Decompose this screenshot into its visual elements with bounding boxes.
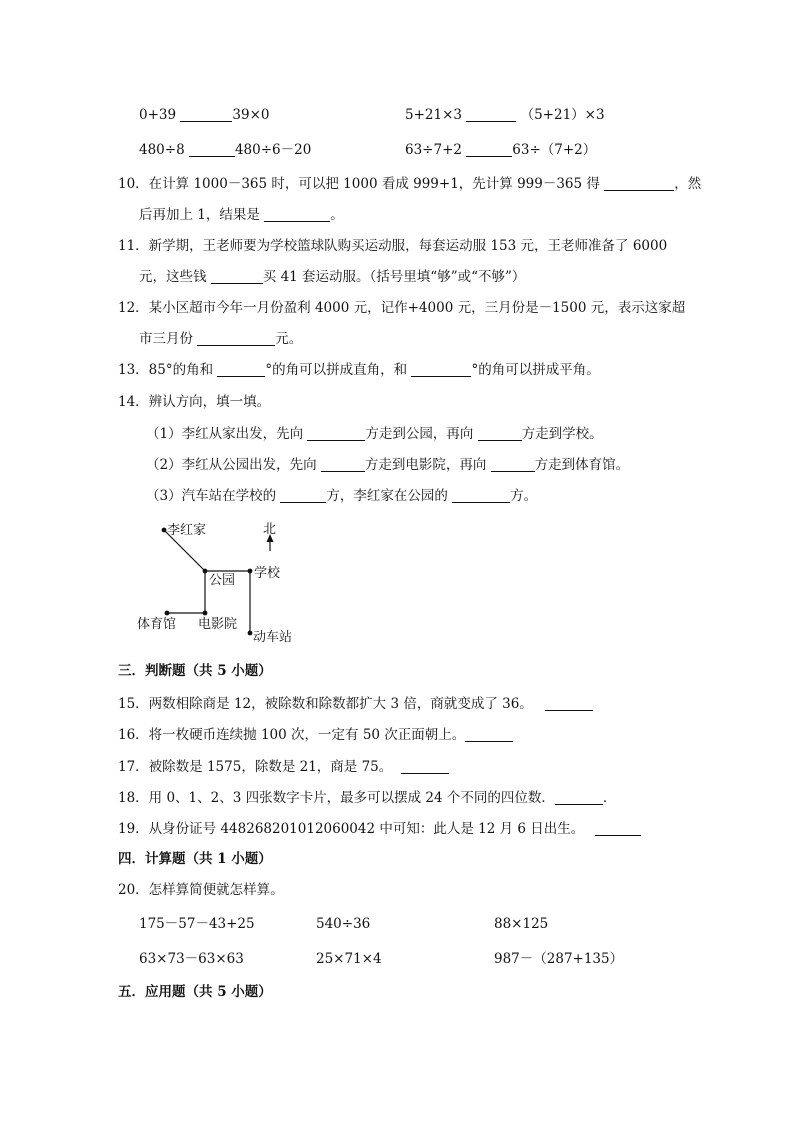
answer-blank[interactable] — [264, 207, 330, 222]
question-text: 方。 — [510, 488, 538, 504]
question-text: ，然 — [674, 176, 702, 192]
park-node — [203, 569, 208, 574]
question-13 — [118, 361, 600, 379]
question-19 — [118, 820, 641, 838]
calc-item: 25×71×4 — [316, 951, 382, 967]
label-park: 公园 — [209, 573, 236, 588]
label-station: 动车站 — [253, 630, 293, 645]
answer-blank[interactable] — [466, 142, 512, 157]
label-school: 学校 — [254, 566, 281, 581]
question-15 — [118, 695, 593, 713]
answer-blank[interactable] — [555, 790, 603, 805]
label-home: 李红家 — [167, 523, 207, 538]
question-text: 19．从身份证号 448268201012060042 中可知：此人是 12 月 6 日出生。 — [118, 821, 585, 837]
answer-blank[interactable] — [189, 142, 235, 157]
question-14-part-3 — [146, 487, 537, 505]
compare-right-expr: 480÷6－20 — [234, 142, 312, 158]
compare-right-expr: 39×0 — [232, 107, 270, 123]
compare-left-expr: 480÷8 — [139, 142, 185, 158]
compare-left-expr: 5+21×3 — [405, 107, 462, 123]
question-text: 15．两数相除商是 12，被除数和除数都扩大 3 倍，商就变成了 36。 — [118, 696, 533, 712]
answer-blank[interactable] — [604, 176, 674, 191]
question-text: 买 41 套运动服。（括号里填“够”或“不够”） — [262, 269, 526, 285]
section-5-heading: 五．应用题（共 5 小题） — [118, 984, 272, 1000]
question-14-part-1 — [146, 425, 603, 443]
section-4-heading: 四．计算题（共 1 小题） — [118, 851, 272, 867]
question-text: 17．被除数是 1575，除数是 21，商是 75。 — [118, 759, 393, 775]
compare-row-2 — [139, 141, 311, 159]
question-text: 。 — [330, 207, 344, 223]
question-text: 方走到电影院，再向 — [364, 457, 487, 473]
answer-blank[interactable] — [280, 488, 326, 503]
question-14-stem: 14．辨认方向，填一填。 — [118, 394, 271, 410]
label-gym: 体育馆 — [137, 617, 177, 632]
question-14-part-2 — [146, 456, 629, 474]
compare-row-1b — [405, 106, 605, 124]
question-11-line-1: 11．新学期，王老师要为学校篮球队购买运动服，每套运动服 153 元，王老师准备了 6000 — [118, 238, 668, 254]
compare-left-expr: 0+39 — [139, 107, 177, 123]
question-20-stem: 20．怎样算简便就怎样算。 — [118, 882, 284, 898]
calc-item: 88×125 — [494, 916, 549, 932]
calc-item: 175－57－43+25 — [139, 916, 255, 932]
compare-row-1 — [139, 106, 269, 124]
compare-row-2b — [405, 141, 596, 159]
section-3-heading: 三．判断题（共 5 小题） — [118, 663, 272, 679]
question-12-line-1: 12．某小区超市今年一月份盈利 4000 元，记作+4000 元，三月份是－1500 元，表示这家超 — [118, 300, 686, 316]
question-text: 方走到体育馆。 — [534, 457, 630, 473]
question-10-line-2 — [139, 206, 344, 224]
question-text: （2）李红从公园出发，先向 — [146, 457, 317, 473]
question-17 — [118, 758, 449, 776]
question-text: 18．用 0、1、2、3 四张数字卡片，最多可以摆成 24 个不同的四位数． — [118, 790, 555, 806]
calc-item: 987－（287+135） — [494, 951, 624, 967]
question-text: 后再加上 1，结果是 — [139, 207, 260, 223]
answer-blank[interactable] — [307, 426, 365, 441]
answer-blank[interactable] — [321, 457, 365, 472]
answer-blank[interactable] — [411, 362, 471, 377]
answer-blank[interactable] — [180, 107, 232, 122]
label-cinema: 电影院 — [198, 617, 238, 632]
question-text: 16．将一枚硬币连续抛 100 次，一定有 50 次正面朝上。 — [118, 727, 466, 743]
question-text: 方，李红家在公园的 — [326, 488, 448, 504]
answer-blank[interactable] — [211, 269, 263, 284]
question-text: （3）汽车站在学校的 — [146, 488, 277, 504]
question-text: °的角可以拼成直角，和 — [265, 362, 408, 378]
question-16 — [118, 726, 513, 744]
answer-blank[interactable] — [466, 107, 516, 122]
question-12-line-2 — [139, 330, 302, 348]
direction-map — [130, 515, 310, 650]
answer-blank[interactable] — [491, 457, 535, 472]
calc-item: 63×73－63×63 — [139, 951, 244, 967]
question-10-line-1 — [118, 175, 701, 193]
station-node — [248, 631, 253, 636]
answer-blank[interactable] — [197, 331, 275, 346]
answer-blank[interactable] — [545, 696, 593, 711]
compare-right-expr: 63÷（7+2） — [512, 142, 597, 158]
compare-left-expr: 63÷7+2 — [405, 142, 462, 158]
cinema-node — [203, 611, 208, 616]
home-node — [162, 528, 167, 533]
answer-blank[interactable] — [452, 488, 510, 503]
question-text: °的角可以拼成平角。 — [471, 362, 600, 378]
question-text: （1）李红从家出发，先向 — [146, 426, 304, 442]
question-text: 10．在计算 1000－365 时，可以把 1000 看成 999+1，先计算 999－365 得 — [118, 176, 600, 192]
compare-right-expr: （5+21）×3 — [520, 107, 605, 123]
question-text: 13．85°的角和 — [118, 362, 214, 378]
question-text: 方走到学校。 — [521, 426, 603, 442]
question-18 — [118, 789, 616, 807]
answer-blank[interactable] — [401, 759, 449, 774]
answer-blank[interactable] — [217, 362, 265, 377]
question-text: 元，这些钱 — [139, 269, 207, 285]
question-text: 元。 — [275, 331, 303, 347]
answer-blank[interactable] — [595, 821, 641, 836]
question-text: 市三月份 — [139, 331, 193, 347]
question-text: 方走到公园，再向 — [365, 426, 474, 442]
question-text: ． — [602, 790, 617, 806]
answer-blank[interactable] — [465, 727, 513, 742]
label-north: 北 — [263, 522, 277, 537]
calc-item: 540÷36 — [316, 916, 371, 932]
school-node — [248, 569, 253, 574]
answer-blank[interactable] — [478, 426, 522, 441]
gym-node — [165, 611, 170, 616]
question-11-line-2 — [139, 268, 525, 286]
